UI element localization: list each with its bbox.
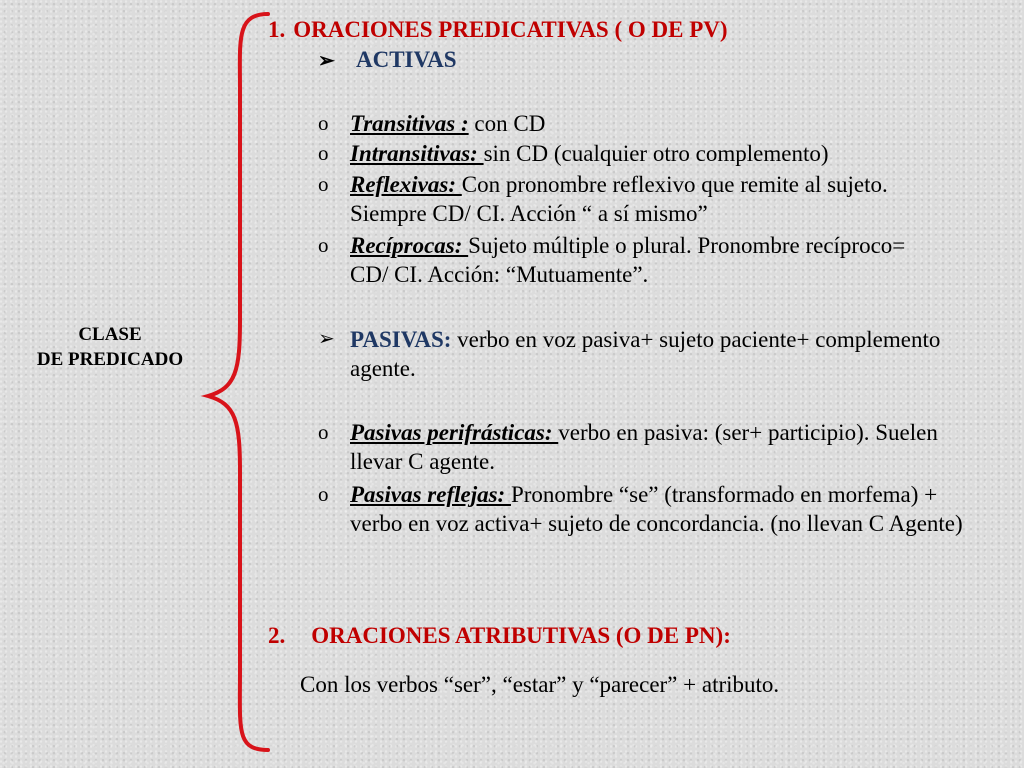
circle-bullet-icon: o bbox=[318, 172, 329, 196]
arrow-bullet-icon: ➢ bbox=[318, 50, 335, 72]
section2-heading bbox=[268, 623, 731, 649]
section2-number: 2. bbox=[268, 623, 286, 648]
circle-bullet-icon: o bbox=[318, 233, 329, 257]
pasivas-heading bbox=[318, 325, 948, 383]
list-item bbox=[318, 418, 938, 476]
activas-title: ACTIVAS bbox=[356, 47, 457, 72]
activas-heading bbox=[318, 47, 457, 73]
section2-text: Con los verbos “ser”, “estar” y “parecer” + atributo. bbox=[300, 672, 780, 697]
circle-bullet-icon: o bbox=[318, 420, 329, 444]
list-item bbox=[318, 480, 978, 538]
section1-number: 1. bbox=[268, 17, 286, 42]
arrow-bullet-icon: ➢ bbox=[318, 328, 335, 350]
item-term: Reflexivas: bbox=[350, 172, 462, 197]
item-text: verbo en pasiva: (ser+ participio). Suelen llevar C agente. bbox=[350, 420, 938, 474]
side-label-line2: DE PREDICADO bbox=[36, 349, 184, 370]
item-text: Con pronombre reflexivo que remite al sujeto. Siempre CD/ CI. Acción “ a sí mismo” bbox=[350, 172, 888, 226]
item-text: Pronombre “se” (transformado en morfema) + verbo en voz activa+ sujeto de concordancia. (no llevan C Agente) bbox=[350, 482, 963, 536]
circle-bullet-icon: o bbox=[318, 111, 329, 135]
item-term: Recíprocas: bbox=[350, 233, 469, 258]
item-term: Intransitivas: bbox=[350, 141, 484, 166]
item-term: Pasivas reflejas: bbox=[350, 482, 511, 507]
section1-title: ORACIONES PREDICATIVAS ( O DE PV) bbox=[293, 17, 728, 42]
section1-heading bbox=[268, 17, 728, 43]
section2-title: ORACIONES ATRIBUTIVAS (O DE PN): bbox=[311, 623, 731, 648]
circle-bullet-icon: o bbox=[318, 482, 329, 506]
side-label bbox=[10, 322, 210, 372]
item-text: con CD bbox=[468, 111, 546, 136]
list-item bbox=[318, 109, 978, 138]
pasivas-title: PASIVAS: bbox=[350, 327, 452, 352]
list-item bbox=[318, 231, 948, 289]
item-text: sin CD (cualquier otro complemento) bbox=[483, 141, 829, 166]
list-item bbox=[318, 139, 978, 168]
list-item bbox=[318, 170, 948, 228]
item-term: Pasivas perifrásticas: bbox=[350, 420, 559, 445]
pasivas-text: verbo en voz pasiva+ sujeto paciente+ complemento agente. bbox=[350, 327, 941, 381]
item-term: Transitivas : bbox=[350, 111, 469, 136]
item-text: Sujeto múltiple o plural. Pronombre recíproco= CD/ CI. Acción: “Mutuamente”. bbox=[350, 233, 906, 287]
side-label-line1: CLASE bbox=[78, 324, 142, 345]
circle-bullet-icon: o bbox=[318, 141, 329, 165]
